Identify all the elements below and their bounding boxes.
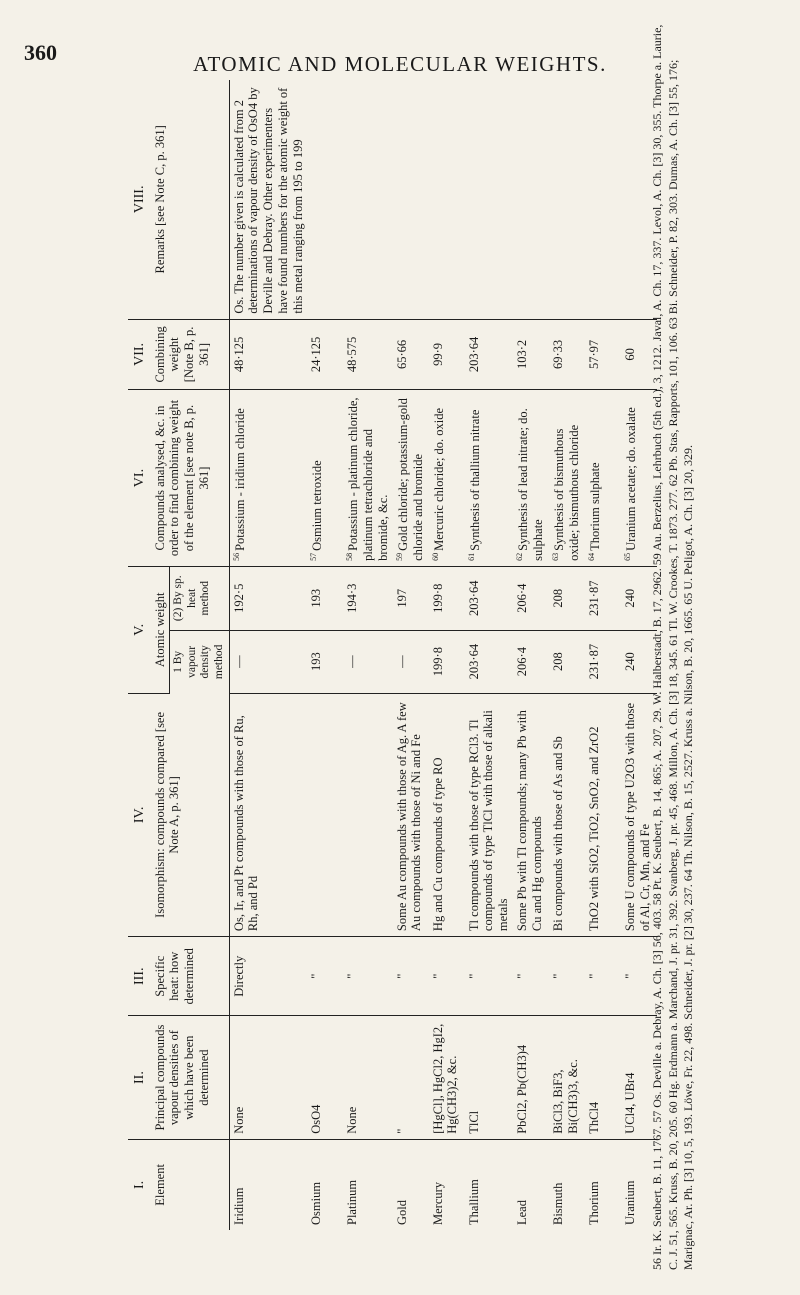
element-cell-text: Uranium — [622, 1180, 637, 1225]
remarks-cell — [229, 80, 307, 319]
element-cell — [513, 1139, 549, 1230]
specific-heat-cell — [307, 937, 343, 1016]
specific-heat-weight-cell-text: 203·64 — [466, 580, 481, 616]
col-number-4: IV. — [128, 693, 151, 936]
specific-heat-weight-cell-text: 240 — [622, 588, 637, 608]
vapour-density-weight-cell-text: 231·87 — [586, 643, 601, 680]
footnote: 64 Th. Nilson, B. 15, 2527. Kruss a. Nilson, B. 20, 1665. — [681, 607, 696, 882]
table-row — [549, 80, 585, 1230]
specific-heat-cell-text: " — [622, 973, 637, 979]
footnote: 60 Hg. Erdmann a. Marchand, J. pr. 31, 392. Svanberg, J. pr. 45, 468. Millon, A. Ch. [3] 18, 345. — [665, 648, 680, 1114]
combining-weight-cell — [429, 319, 465, 390]
footnote: 57 Os. Deville a. Debray, A. Ch. [3] 56, 403. — [650, 908, 664, 1123]
isomorphism-cell — [549, 693, 585, 936]
footnote: 56 Ir. K. Seubert, B. 11, 1767. — [650, 1125, 664, 1270]
element-cell — [585, 1139, 621, 1230]
specific-heat-weight-cell — [343, 566, 392, 630]
header-principal-compounds: Principal compounds vapour densities of which have been determined — [151, 1016, 230, 1139]
combining-weight-cell — [465, 319, 513, 390]
isomorphism-cell — [229, 693, 307, 936]
combining-weight-cell-text: 69·33 — [550, 339, 565, 369]
element-cell-text: Iridium — [231, 1187, 246, 1225]
col-number-3: III. — [128, 937, 151, 1016]
table-row — [343, 80, 392, 1230]
table-row — [585, 80, 621, 1230]
footnote-ref: 61 — [466, 552, 476, 561]
footnote-ref: 59 — [394, 552, 404, 561]
vapour-density-weight-cell — [343, 630, 392, 693]
col-number-2: II. — [128, 1016, 151, 1139]
vapour-density-weight-cell-text: 206·4 — [514, 647, 529, 677]
table-row — [307, 80, 343, 1230]
specific-heat-weight-cell — [429, 566, 465, 630]
vapour-density-weight-cell — [229, 630, 307, 693]
principal-compounds-cell — [429, 1016, 465, 1139]
compounds-analysed-cell-text: Synthesis of thallium nitrate — [467, 409, 482, 551]
specific-heat-weight-cell-text: 199·8 — [430, 583, 445, 613]
element-cell — [429, 1139, 465, 1230]
principal-compounds-cell-text: PbCl2, Pb(CH3)4 — [514, 1044, 529, 1134]
isomorphism-cell-text: Bi compounds with those of As and Sb — [550, 736, 565, 932]
header-isomorphism: Isomorphism: compounds compared [see Note A, p. 361] — [151, 693, 230, 936]
element-cell-text: Mercury — [430, 1181, 445, 1225]
element-cell-text: Osmium — [309, 1181, 324, 1225]
compounds-analysed-cell — [393, 390, 429, 567]
specific-heat-cell — [429, 937, 465, 1016]
specific-heat-cell-text: " — [394, 973, 409, 979]
element-cell-text: Lead — [514, 1200, 529, 1225]
specific-heat-cell-text: " — [586, 973, 601, 979]
vapour-density-weight-cell — [393, 630, 429, 693]
vapour-density-weight-cell-text: 199·8 — [430, 647, 445, 677]
footnotes — [650, 20, 800, 1270]
isomorphism-cell-text: Some U compounds of type U2O3 with those of Al, Cr, Mn, and Fe — [622, 702, 652, 932]
specific-heat-weight-cell — [307, 566, 343, 630]
specific-heat-cell — [465, 937, 513, 1016]
remarks-cell — [549, 80, 585, 319]
principal-compounds-cell — [343, 1016, 392, 1139]
vapour-density-weight-cell-text: — — [394, 655, 409, 668]
specific-heat-weight-cell-text: 192·5 — [231, 583, 246, 613]
isomorphism-cell-text: Tl compounds with those of type RCl3. Tl compounds of type TlCl with those of alkali metals — [466, 710, 511, 932]
footnote: 63 Bi. Schneider, P. 82, 303. Dumas, A. Ch. [3] 55, 176; Marignac, Ar. Ph. [3] 10, 5, 193. Löwe, Fr. 22, 498. Schneider, J. pr. [2] 30, 237. — [665, 59, 696, 1270]
remarks-cell — [513, 80, 549, 319]
vapour-density-weight-cell-text: — — [345, 655, 360, 668]
specific-heat-weight-cell — [549, 566, 585, 630]
specific-heat-cell — [393, 937, 429, 1016]
element-cell-text: Gold — [394, 1200, 409, 1225]
footnote-ref: 62 — [514, 552, 524, 561]
footnote: 59 Au. Berzelius, Lehrbuch (5th ed.), 3, 1212. Javal, A. Ch. 17, 337. Levol, A. Ch. [3] 30, 355. Thorpe a. Laurie, C. J. 51, 565. Kruss, B. 20, 205. — [650, 24, 680, 1270]
vapour-density-weight-cell — [307, 630, 343, 693]
table-row — [229, 80, 307, 1230]
specific-heat-cell-text: " — [309, 973, 324, 979]
compounds-analysed-cell — [307, 390, 343, 567]
remarks-cell — [393, 80, 429, 319]
combining-weight-cell — [393, 319, 429, 390]
principal-compounds-cell — [465, 1016, 513, 1139]
isomorphism-cell-text: Some Au compounds with those of Ag. A few Au compounds with those of Ni and Fe — [394, 702, 424, 932]
specific-heat-cell-text: " — [466, 973, 481, 979]
compounds-analysed-cell-text: Uranium acetate; do. oxalate — [624, 407, 639, 551]
footnote: 58 Pt. K. Seubert, B. 14, 865; A. 207, 29. W. Halberstadt, B. 17, 2962. — [650, 568, 664, 906]
principal-compounds-cell-text: None — [345, 1106, 360, 1134]
header-compounds-analysed: Compounds analysed, &c. in order to find combining weight of the element [see note B, p. 361] — [151, 390, 230, 567]
principal-compounds-cell-text: UCl4, UBr4 — [622, 1072, 637, 1134]
specific-heat-weight-cell — [513, 566, 549, 630]
combining-weight-cell — [229, 319, 307, 390]
isomorphism-cell — [465, 693, 513, 936]
element-cell-text: Platinum — [345, 1179, 360, 1225]
compounds-analysed-cell-text: Potassium - iridium chloride — [232, 408, 247, 551]
compounds-analysed-cell-text: Osmium tetroxide — [310, 460, 325, 551]
principal-compounds-cell — [585, 1016, 621, 1139]
specific-heat-weight-cell-text: 206·4 — [514, 583, 529, 613]
compounds-analysed-cell — [229, 390, 307, 567]
footnote: 62 Pb. Stas, Rapports, 101, 106. — [665, 332, 680, 487]
specific-heat-weight-cell-text: 208 — [550, 588, 565, 608]
principal-compounds-cell — [549, 1016, 585, 1139]
vapour-density-weight-cell-text: 240 — [622, 652, 637, 671]
isomorphism-cell-text: Hg and Cu compounds of type RO — [430, 757, 445, 932]
remarks-cell — [343, 80, 392, 319]
footnote-ref: 65 — [622, 552, 632, 561]
compounds-analysed-cell-text: Synthesis of lead nitrate; do. sulphate — [516, 408, 545, 561]
col-number-7: VII. — [128, 319, 151, 390]
header-specific-heat: Specific heat: how determined — [151, 937, 230, 1016]
header-element: Element — [151, 1139, 230, 1230]
specific-heat-cell — [229, 937, 307, 1016]
isomorphism-cell — [393, 693, 429, 936]
remarks-cell — [307, 80, 343, 319]
col-number-5: V. — [128, 566, 151, 693]
combining-weight-cell — [513, 319, 549, 390]
specific-heat-weight-cell — [465, 566, 513, 630]
running-head: ATOMIC AND MOLECULAR WEIGHTS. — [193, 52, 607, 76]
isomorphism-cell-text: Os, Ir, and Pt compounds with those of Ru, Rh, and Pd — [231, 715, 261, 932]
table-row — [513, 80, 549, 1230]
specific-heat-cell — [343, 937, 392, 1016]
principal-compounds-cell-text: BiCl3, BiF3, Bi(CH3)3, &c. — [550, 1059, 580, 1134]
element-cell — [343, 1139, 392, 1230]
compounds-analysed-cell — [549, 390, 585, 567]
combining-weight-cell-text: 24·125 — [309, 336, 324, 373]
specific-heat-cell — [549, 937, 585, 1016]
specific-heat-cell — [585, 937, 621, 1016]
isomorphism-cell — [513, 693, 549, 936]
combining-weight-cell-text: 60 — [622, 348, 637, 361]
compounds-analysed-cell-text: Thorium sulphate — [588, 462, 603, 551]
header-aw-spheat: (2) By sp. heat method — [170, 566, 229, 630]
vapour-density-weight-cell-text: 203·64 — [466, 643, 481, 680]
specific-heat-weight-cell — [393, 566, 429, 630]
principal-compounds-cell-text: OsO4 — [309, 1104, 324, 1134]
element-cell — [229, 1139, 307, 1230]
footnote: 61 Tl. W. Crookes, T. 1873. 277. — [665, 489, 680, 646]
specific-heat-cell-text: " — [514, 973, 529, 979]
header-remarks: Remarks [see Note C, p. 361] — [151, 80, 230, 319]
principal-compounds-cell-text: ThCl4 — [586, 1101, 601, 1134]
principal-compounds-cell — [393, 1016, 429, 1139]
element-cell — [393, 1139, 429, 1230]
principal-compounds-cell-text: TlCl — [466, 1110, 481, 1134]
table-row — [393, 80, 429, 1230]
footnote-ref: 58 — [345, 552, 355, 561]
specific-heat-weight-cell-text: 231·87 — [586, 580, 601, 616]
vapour-density-weight-cell — [465, 630, 513, 693]
footnote-ref: 64 — [586, 552, 596, 561]
compounds-analysed-cell-text: Mercuric chloride; do. oxide — [431, 407, 446, 551]
remarks-cell — [585, 80, 621, 319]
isomorphism-cell — [585, 693, 621, 936]
principal-compounds-cell — [513, 1016, 549, 1139]
vapour-density-weight-cell — [429, 630, 465, 693]
remarks-cell — [465, 80, 513, 319]
combining-weight-cell-text: 65·66 — [394, 339, 409, 369]
vapour-density-weight-cell-text: 208 — [550, 652, 565, 671]
table-body — [229, 80, 657, 1230]
element-cell — [465, 1139, 513, 1230]
combining-weight-cell — [585, 319, 621, 390]
footnote-ref: 56 — [231, 552, 241, 561]
specific-heat-cell-text: " — [345, 973, 360, 979]
compounds-analysed-cell — [513, 390, 549, 567]
combining-weight-cell-text: 103·2 — [514, 339, 529, 369]
element-cell — [549, 1139, 585, 1230]
atomic-weights-table — [128, 80, 657, 1230]
header-combining-weight: Combining weight [Note B, p. 361] — [151, 319, 230, 390]
footnote-ref: 60 — [430, 552, 440, 561]
element-cell-text: Thallium — [466, 1179, 481, 1225]
combining-weight-cell-text: 48·125 — [231, 336, 246, 373]
specific-heat-weight-cell — [585, 566, 621, 630]
compounds-analysed-cell-text: Synthesis of bismuthous oxide; bismuthous chloride — [552, 424, 581, 561]
footnote: 65 U. Peligot, A. Ch. [3] 20, 329. — [681, 445, 696, 605]
specific-heat-weight-cell-text: 197 — [394, 588, 409, 608]
footnote-ref: 57 — [309, 552, 319, 561]
compounds-analysed-cell — [585, 390, 621, 567]
combining-weight-cell-text: 57·97 — [586, 339, 601, 369]
isomorphism-cell-text: ThO2 with SiO2, TiO2, SnO2, and ZrO2 — [586, 726, 601, 932]
specific-heat-cell-text: " — [550, 973, 565, 979]
isomorphism-cell — [343, 693, 392, 936]
principal-compounds-cell-text: " — [394, 1128, 409, 1134]
specific-heat-cell — [513, 937, 549, 1016]
vapour-density-weight-cell — [549, 630, 585, 693]
col-number-8: VIII. — [128, 80, 151, 319]
compounds-analysed-cell — [465, 390, 513, 567]
rotated-table-container — [128, 80, 653, 1230]
specific-heat-cell-text: Directly — [231, 955, 246, 997]
principal-compounds-cell — [307, 1016, 343, 1139]
col-number-1: I. — [132, 1180, 147, 1189]
header-aw-vapour: 1 By vapour density method — [170, 630, 229, 693]
isomorphism-cell — [429, 693, 465, 936]
isomorphism-cell — [307, 693, 343, 936]
remarks-cell-text: Os. The number given is calculated from 2 determinations of vapour density of OsO4 by Deville and Debray. Other experimenters have found numbers for the atomic weight of this metal ranging from 195 to 199 — [231, 87, 305, 314]
combining-weight-cell-text: 203·64 — [466, 336, 481, 373]
principal-compounds-cell-text: None — [231, 1106, 246, 1134]
element-cell-text: Thorium — [586, 1181, 601, 1225]
combining-weight-cell-text: 48·575 — [345, 336, 360, 373]
isomorphism-cell-text: Some Pb with Tl compounds; many Pb with Cu and Hg compounds — [514, 710, 544, 932]
header-atomic-weight: Atomic weight — [151, 566, 170, 693]
combining-weight-cell — [307, 319, 343, 390]
col-number-6: VI. — [128, 390, 151, 567]
vapour-density-weight-cell — [513, 630, 549, 693]
footnote-ref: 63 — [550, 552, 560, 561]
specific-heat-weight-cell — [229, 566, 307, 630]
page-number: 360 — [24, 40, 57, 65]
combining-weight-cell — [549, 319, 585, 390]
compounds-analysed-cell-text: Gold chloride; potassium-gold chloride and bromide — [395, 398, 425, 561]
principal-compounds-cell — [229, 1016, 307, 1139]
vapour-density-weight-cell-text: — — [231, 655, 246, 668]
table-row — [429, 80, 465, 1230]
compounds-analysed-cell — [429, 390, 465, 567]
remarks-cell — [429, 80, 465, 319]
combining-weight-cell-text: 99·9 — [430, 342, 445, 366]
element-cell — [307, 1139, 343, 1230]
principal-compounds-cell-text: [HgCl], HgCl2, HgI2, Hg(CH3)2, &c. — [430, 1023, 460, 1134]
vapour-density-weight-cell — [585, 630, 621, 693]
vapour-density-weight-cell-text: 193 — [309, 652, 324, 671]
table-row — [465, 80, 513, 1230]
specific-heat-cell-text: " — [430, 973, 445, 979]
element-cell-text: Bismuth — [550, 1182, 565, 1225]
specific-heat-weight-cell-text: 193 — [309, 588, 324, 608]
specific-heat-weight-cell-text: 194·3 — [345, 583, 360, 613]
compounds-analysed-cell-text: Potassium - platinum chloride, platinum tetrachloride and bromide, &c. — [346, 397, 390, 561]
combining-weight-cell — [343, 319, 392, 390]
compounds-analysed-cell — [343, 390, 392, 567]
